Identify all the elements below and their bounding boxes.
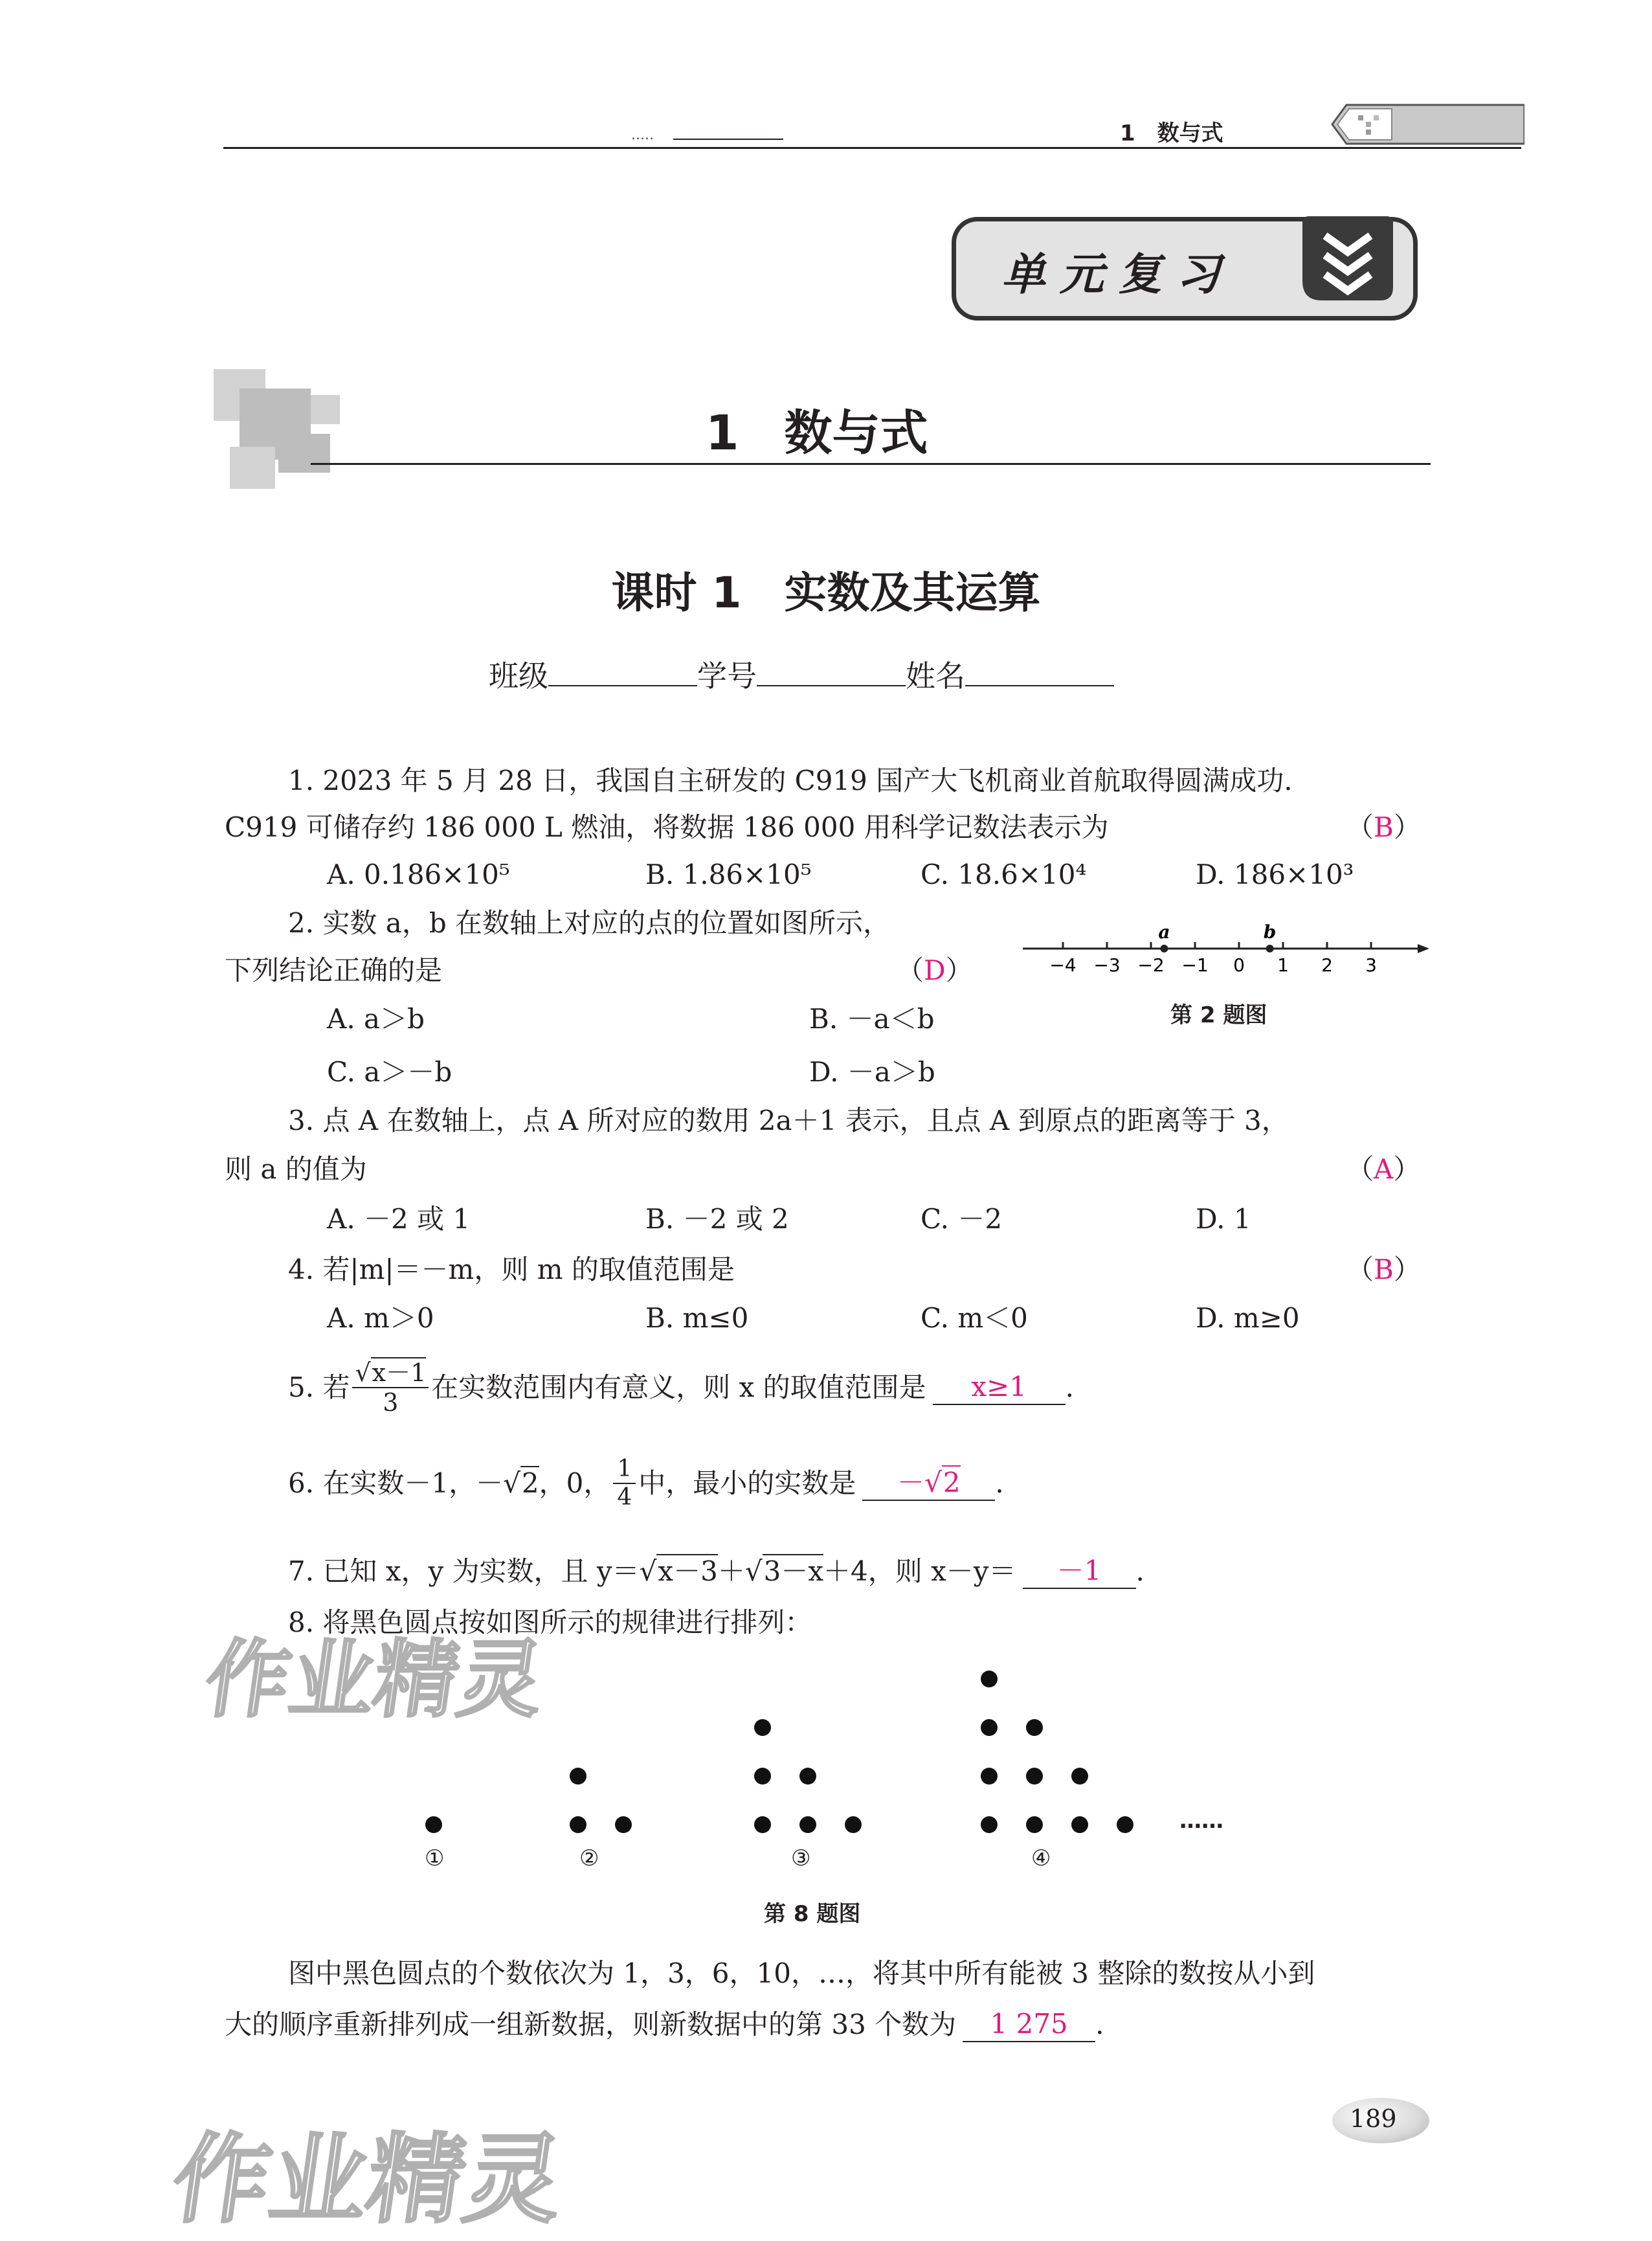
q7: 7. 已知 x，y 为实数，且 y＝ √x－3 ＋ √3－x ＋4，则 x－y＝ －1 .	[288, 1554, 1144, 1589]
number-line-tick-label: −4	[1049, 954, 1077, 976]
q3-option-c: C. －2	[921, 1203, 1003, 1235]
number-line-point-b-label: b	[1263, 921, 1277, 943]
dot	[981, 1816, 998, 1833]
chapter-name: 数与式	[784, 405, 928, 461]
q3-line2: 则 a 的值为	[225, 1153, 367, 1185]
header-dots: .....	[631, 127, 654, 143]
q1-option-c: C. 18.6×10⁴	[921, 859, 1087, 890]
q1-option-a: A. 0.186×10⁵	[327, 859, 510, 890]
q2-option-b: B. －a＜b	[809, 1003, 935, 1035]
q1-answer-value: B	[1374, 811, 1394, 843]
q8-label-4: ④	[1031, 1845, 1051, 1871]
name-field[interactable]	[965, 685, 1114, 686]
header-tab-decoration	[1321, 102, 1524, 146]
q7-radicand2: 3－x	[763, 1555, 824, 1587]
number-line-tick-label: 3	[1365, 954, 1377, 976]
dot	[799, 1816, 816, 1833]
q5-radicand: x－1	[372, 1358, 427, 1387]
q2-figure-caption: 第 2 题图	[1170, 1002, 1267, 1028]
q4-option-c: C. m＜0	[921, 1302, 1028, 1334]
number-line-point-a	[1160, 945, 1168, 952]
q8-ellipsis: ……	[1179, 1808, 1223, 1834]
number-line-tick-label: 2	[1321, 954, 1333, 976]
q1-line1: 1. 2023 年 5 月 28 日，我国自主研发的 C919 国产大飞机商业首航取得圆满成功.	[288, 765, 1293, 796]
id-label: 学号	[697, 659, 757, 693]
q2-line2: 下列结论正确的是	[225, 954, 443, 986]
q4-option-a: A. m＞0	[327, 1302, 434, 1334]
q6: 6. 在实数－1，－ √2 ，0， $\frac{1}{4}$ 中，最小的实数是 －√2 .	[288, 1456, 1004, 1511]
dot	[1026, 1816, 1043, 1833]
q1-line2: C919 可储存约 186 000 L 燃油，将数据 186 000 用科学记数法表示为	[225, 811, 1109, 843]
number-line-tick-label: −1	[1181, 954, 1209, 976]
q3-answer-value: A	[1374, 1153, 1394, 1185]
q6-answer-blank[interactable]: －√2	[862, 1466, 995, 1501]
number-line-tick-label: −2	[1137, 954, 1165, 976]
dot	[981, 1768, 998, 1785]
student-fields	[489, 659, 1114, 693]
q4-option-b: B. m≤0	[645, 1302, 749, 1334]
dot	[799, 1768, 816, 1785]
q8-answer-blank[interactable]: 1 275	[963, 2007, 1095, 2042]
number-line-ticks	[1049, 942, 1377, 976]
q2-answer-value: D	[924, 954, 946, 986]
q6-frac-num: 1	[613, 1456, 636, 1484]
q8-para1: 图中黑色圆点的个数依次为 1，3，6，10，…，将其中所有能被 3 整除的数按从小到	[288, 1957, 1315, 1989]
q2-answer: （D）	[897, 954, 973, 986]
q5-denominator: 3	[383, 1388, 399, 1417]
dot	[845, 1816, 862, 1833]
watermark-bottom: 作业精灵	[165, 2124, 570, 2236]
q3-option-d: D. 1	[1196, 1203, 1251, 1235]
dot	[1071, 1768, 1088, 1785]
q8-figure-caption: 第 8 题图	[764, 1901, 861, 1927]
number-line-tick-label: −3	[1093, 954, 1121, 976]
id-field[interactable]	[757, 685, 906, 686]
dot	[615, 1816, 632, 1833]
q8-para2-text: 大的顺序重新排列成一组新数据，则新数据中的第 33 个数为	[225, 2009, 957, 2040]
number-line-point-b	[1266, 945, 1274, 952]
number-line-tick-label: 1	[1277, 954, 1289, 976]
q6-sqrt: √2	[503, 1467, 539, 1499]
header-rule	[223, 147, 1521, 149]
unit-review-banner	[952, 217, 1418, 321]
class-field[interactable]	[548, 685, 697, 686]
q5-fraction	[352, 1358, 429, 1417]
q6-answer-radicand: 2	[943, 1467, 961, 1498]
q2-line1: 2. 实数 a，b 在数轴上对应的点的位置如图所示，	[288, 907, 891, 939]
chapter-number: 1	[706, 405, 739, 461]
q7-plus: ＋	[717, 1555, 745, 1587]
q1-option-b: B. 1.86×10⁵	[645, 859, 812, 890]
dot	[754, 1816, 771, 1833]
class-label: 班级	[489, 659, 548, 693]
q7-radicand1: x－3	[658, 1555, 718, 1587]
dot	[1026, 1719, 1043, 1736]
page-number: 189	[1350, 2104, 1397, 2133]
dot	[570, 1768, 586, 1785]
q2-option-d: D. －a＞b	[809, 1056, 935, 1088]
q2-number-line	[1016, 919, 1431, 978]
q6-radicand: 2	[521, 1467, 539, 1499]
q7-answer-blank[interactable]: －1	[1023, 1554, 1136, 1589]
q4-answer: （B）	[1346, 1254, 1421, 1285]
dot	[981, 1671, 998, 1687]
q2-option-a: A. a＞b	[327, 1003, 425, 1035]
dot	[754, 1719, 771, 1736]
q6-prefix: 6. 在实数－1，－	[288, 1467, 504, 1499]
q8-intro: 8. 将黑色圆点按如图所示的规律进行排列：	[288, 1606, 812, 1638]
q6-fraction	[613, 1456, 636, 1511]
dot	[425, 1816, 442, 1833]
name-label: 姓名	[906, 659, 965, 693]
q3-option-b: B. －2 或 2	[645, 1203, 789, 1235]
header-chapter: 1 数与式	[1120, 120, 1223, 146]
q8-label-3: ③	[791, 1845, 811, 1871]
q5-answer-blank[interactable]: x≥1	[933, 1370, 1066, 1405]
watermark-top: 作业精灵	[199, 1630, 550, 1729]
chapter-square-decoration	[214, 369, 343, 492]
dot	[570, 1816, 586, 1833]
q4-option-d: D. m≥0	[1196, 1302, 1300, 1334]
q3-option-a: A. －2 或 1	[327, 1203, 471, 1235]
q7-prefix: 7. 已知 x，y 为实数，且 y＝	[288, 1555, 640, 1587]
q8-para2: 大的顺序重新排列成一组新数据，则新数据中的第 33 个数为 1 275 .	[225, 2007, 1104, 2042]
dot	[981, 1719, 998, 1736]
dot	[1026, 1768, 1043, 1785]
number-line-tick-label: 0	[1233, 954, 1245, 976]
dot	[754, 1768, 771, 1785]
dot	[1117, 1816, 1133, 1833]
q2-option-c: C. a＞－b	[327, 1056, 452, 1088]
banner-label: 单元复习	[1001, 249, 1235, 300]
header-short-rule	[673, 139, 783, 140]
q3-line1: 3. 点 A 在数轴上，点 A 所对应的数用 2a＋1 表示，且点 A 到原点的距离等于 3，	[288, 1105, 1289, 1136]
q8-label-1: ①	[425, 1845, 445, 1871]
q5-numerator: √x－1	[352, 1358, 429, 1388]
q4-answer-value: B	[1374, 1254, 1394, 1285]
q7-sqrt2: √3－x	[744, 1555, 824, 1587]
q4-line1: 4. 若|m|＝－m，则 m 的取值范围是	[288, 1254, 735, 1285]
chapter-title	[706, 395, 928, 464]
q5-prefix: 5. 若	[288, 1371, 350, 1403]
q3-answer: （A）	[1346, 1153, 1421, 1185]
q7-sqrt1: √x－3	[639, 1555, 718, 1587]
number-line-point-a-label: a	[1158, 921, 1170, 943]
q8-label-2: ②	[579, 1845, 599, 1871]
q6-mid: ，0，	[539, 1467, 611, 1499]
q5-suffix: 在实数范围内有意义，则 x 的取值范围是	[431, 1371, 926, 1403]
q7-rest: ＋4，则 x－y＝	[823, 1555, 1016, 1587]
dot	[1071, 1816, 1088, 1833]
q5: 5. 若 $\frac{√x-1}{3}$ 在实数范围内有意义，则 x 的取值范围是 x≥1 .	[288, 1358, 1075, 1417]
lesson-title: 课时 1 实数及其运算	[611, 568, 1041, 618]
chevron-down-icon	[1296, 210, 1400, 307]
q6-suffix: 中，最小的实数是	[638, 1467, 856, 1499]
q6-frac-den: 4	[617, 1484, 632, 1511]
q1-option-d: D. 186×10³	[1196, 859, 1354, 890]
q1-answer: （B）	[1346, 811, 1421, 843]
